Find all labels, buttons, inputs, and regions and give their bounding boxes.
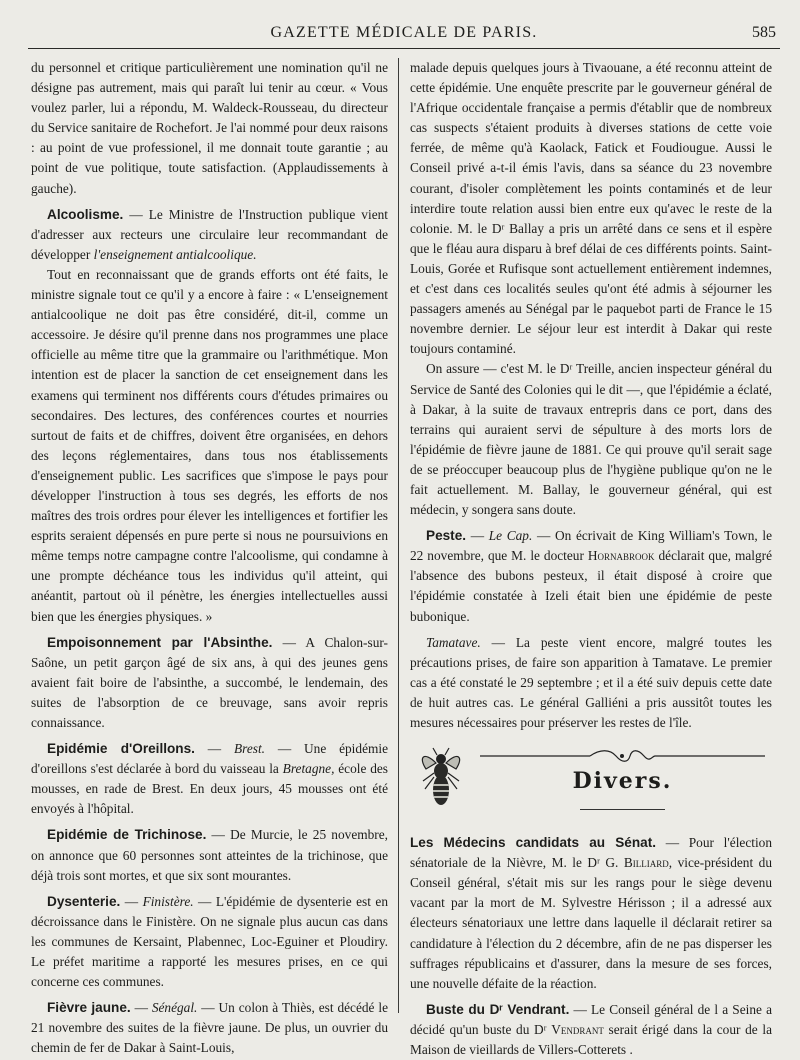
- fievre-heading: Fièvre jaune.: [47, 1000, 131, 1016]
- tamatave-paragraph: [410, 633, 772, 733]
- trichinose-heading: Epidémie de Trichinose.: [47, 827, 207, 843]
- oreillons-text-1: — Une épidémie d'oreillons s'est déclarée à bord du vaisseau la: [31, 741, 388, 777]
- senat-doctor: Billiard: [623, 855, 669, 871]
- fievre-paragraph: Fièvre jaune. — Sénégal. — Un colon à Thiès, est décédé le 21 novembre des suites de la fièvre jaune. De plus, un ouvrier du chemin de fer de Dakar à Saint-Louis,: [31, 1000, 389, 1056]
- senat-paragraph: [410, 833, 772, 994]
- senat-text-1: — Pour l'élection sénatoriale de la Nièvre, M. le Dʳ G.: [410, 835, 773, 871]
- buste-text-2: serait érigé dans la cour de la Maison de vieillards de Villers-Cotterets .: [410, 1021, 772, 1058]
- peste-paragraph: Peste. — Le Cap. — On écrivait de King William's Town, le 22 novembre, que M. le docteur Hornabrook déclarait que, malgré l'absence des bubons pesteux, il était disposé à croire que l'épidémie constatée à Izeli était bien une épidémie de peste bubonique.: [410, 528, 773, 624]
- tamatave-place: Tamatave.: [426, 634, 481, 650]
- alcoolisme-italic: l'enseignement antialcoolique.: [93, 246, 257, 262]
- alcoolisme-heading: Alcoolisme.: [47, 206, 124, 222]
- fievre-place: Sénégal.: [151, 1000, 198, 1016]
- tamatave-text: — La peste vient encore, malgré toutes les précautions prises, de faire son apparition à Tamatave. Le premier cas a été constaté le 29 septembre ; et il a été suiv depuis cette date de huit autres cas. Le général Galliéni a pris aussitôt toutes les mesures nécessaires pour préserver les restes de l'île.: [410, 634, 772, 730]
- oreillons-paragraph: Epidémie d'Oreillons. — Brest. — Une épidémie d'oreillons s'est déclarée à bord du vaisseau la Bretagne, école des mousses, en rade de Brest. En deux jours, 45 mousses ont été envoyés à l'hôpital.: [31, 741, 388, 817]
- alcoolisme-text: — Le Ministre de l'Instruction publique vient d'adresser aux recteurs une circulaire leur recommandant de développer: [31, 206, 388, 262]
- absinthe-heading: Empoisonnement par l'Absinthe.: [47, 634, 273, 650]
- absinthe-paragraph: [31, 633, 388, 733]
- buste-text-1: — Le Conseil général de l a Seine a décidé qu'un buste du Dʳ: [410, 1001, 773, 1037]
- page-header: [28, 20, 780, 49]
- oreillons-text-2: école des mousses, en rade de Brest. En deux jours, 45 mousses ont été envoyés à l'hôpital.: [31, 761, 388, 817]
- divers-section-header: [410, 743, 772, 827]
- divers-underline: [580, 809, 665, 810]
- senat-text-2: , vice-président du Conseil général, s'était mis sur les rangs pour le siège devenu vacant par la mort de M. Sylvestre Hérisson ; il a adressé aux électeurs sénatoriaux une lettre dans laquelle il déclarait retirer sa candidature à l'élection du 2 décembre, afin de ne pas disperser les suffrages républicains et d'assurer, dans la mesure de ses forces, une nouvelle défaite de la réaction.: [410, 855, 772, 991]
- absinthe-text: — A Chalon-sur-Saône, un petit garçon âgé de six ans, à qui des jeunes gens avaient fait boire de l'absinthe, a succombé, le lendemain, des suites de l'absorption de ce breuvage, sans avoir repris connaissance.: [31, 634, 388, 730]
- column-divider: [398, 58, 399, 1013]
- fievre-continuation: malade depuis quelques jours à Tivaouane, a été reconnu atteint de cette épidémie. Une enquête prescrite par le gouverneur général de l'Afrique occidentale française a permis d'établir que de nombreux cas suspects s'étaient produits à diverses stations de cette voie ferrée, de même qu'à Kaolack, Fatick et Foudiougue. Aussi le Conseil privé a-t-il émis l'avis, dans sa séance du 23 novembre courant, d'isoler complètement les points contaminés et de leur interdire toute relation aussi bien entre eux qu'avec le reste de la colonie. M. le Dʳ Ballay a pris un arrêté dans ce sens et il espère que le fléau aura disparu à bref délai de ces différents points. Saint-Louis, Gorée et Rufisque sont actuellement entièrement indemnes, et c'est dans ces localités seules qu'ont été admis à séjourner les passagers amenés au Sénégal par le paquebot parti de France le 15 novembre dernier. Le séjour leur est interdit à Dakar qui reste toujours contaminé.: [410, 60, 772, 357]
- trichinose-paragraph: [31, 825, 388, 885]
- page-number: 585: [752, 24, 776, 41]
- alcoolisme-paragraph: [31, 205, 388, 265]
- bee-icon: [418, 747, 464, 809]
- fievre-text: — Un colon à Thiès, est décédé le 21 novembre des suites de la fièvre jaune. De plus, un ouvrier du chemin de fer de Dakar à Saint-Louis,: [31, 1000, 389, 1056]
- senat-heading: Les Médecins candidats au Sénat.: [410, 835, 657, 851]
- intro-paragraph: du personnel et critique particulièrement une nomination qu'il ne désigne pas autrement, mais qui paraît lui tenir au cœur. « Vous voulez parler, lui a répondu, M. Waldeck-Rousseau, du directeur du Service sanitaire de Rochefort. Je l'ai nommé pour deux raisons : au point de vue professionel, il me donnait toute garantie ; au point de vue politique, toute satisfaction. (Applaudissements à gauche).: [31, 60, 388, 196]
- dysenterie-place: Finistère.: [142, 893, 194, 909]
- divers-title: Divers.: [572, 768, 673, 795]
- dysenterie-paragraph: Dysenterie. — Finistère. — L'épidémie de dysenterie est en décroissance dans le Finistère. On ne signale plus aucun cas dans les communes de Kersaint, Plabennec, Loc-Eguiner et Ploudiry. Le préfet maritime a rapporté les mesures prises, en ce qui concerne ces communes.: [31, 893, 388, 990]
- peste-doctor: Hornabrook: [587, 548, 655, 564]
- peste-text-1: — On écrivait de King William's Town, le 22 novembre, que M. le docteur: [410, 528, 773, 564]
- ornament-rule: [480, 749, 765, 763]
- assure-paragraph: On assure — c'est M. le Dʳ Treille, ancien inspecteur général du Service de Santé des Colonies qui le dit —, que l'épidémie a éclaté, à Dakar, à la suite de travaux entrepris dans ce port, dans des terrains qui auraient servi de sépulture à des morts lors de l'épidémie de fièvre jaune de 1881. Ce qui prouve qu'il serait sage de se préoccuper beaucoup plus de l'hygiène publique qu'on ne le fait actuellement. M. Ballay, le gouverneur général, qui est médecin, y songera sans doute.: [410, 361, 772, 518]
- oreillons-ship: Bretagne,: [282, 761, 335, 777]
- dysenterie-heading: Dysenterie.: [47, 893, 121, 909]
- buste-doctor: Vendrant: [551, 1021, 604, 1037]
- journal-title: GAZETTE MÉDICALE DE PARIS.: [270, 24, 538, 41]
- buste-paragraph: [410, 1000, 772, 1060]
- peste-place: Le Cap.: [488, 528, 533, 544]
- trichinose-text: — De Murcie, le 25 novembre, on annonce que 60 personnes sont atteintes de la trichinose, que déjà trois sont mortes, et que six sont mourantes.: [31, 827, 389, 883]
- peste-text-2: déclarait que, malgré l'absence des bubons pesteux, il était disposé à croire que l'épidémie constatée à Izeli était bien une épidémie de peste bubonique.: [410, 548, 772, 624]
- left-column: [31, 58, 389, 1056]
- dysenterie-text: — L'épidémie de dysenterie est en décroissance dans le Finistère. On ne signale plus aucun cas dans les communes de Kersaint, Plabennec, Loc-Eguiner et Ploudiry. Le préfet maritime a rapporté les mesures prises, en ce qui concerne ces communes.: [31, 893, 388, 990]
- oreillons-place: Brest.: [233, 741, 265, 757]
- right-column: [410, 58, 773, 1058]
- alcoolisme-body: Tout en reconnaissant que de grands efforts ont été faits, le ministre signale tout ce qu'il y a encore à faire : « L'enseignement antialcoolique ne doit pas être considéré, dit-il, comme un accessoire. Je désire qu'il prenne dans nos programmes une place officielle au même titre que la grammaire ou l'arithmétique. Mon intention est de placer la sanction de cet enseignement dans les examens qui terminent nos différents cours d'études primaires ou secondaires. Des lectures, des conférences courtes et nourries surtout de faits et de chiffres, doivent être organisées, en dehors des leçons réglementaires, dans tous nos établissements d'enseignement public. Les sacrifices que s'impose le pays pour développer l'instruction à tous ses degrés, les efforts de nos maîtres des trois ordres pour élever les intelligences et fortifier les esprits seraient dépensés en pure perte si nous ne poursuivions en même temps notre campagne contre l'alcoolisme, qui condamne à une prompte déchéance tous les individus qu'il atteint, qui anéantit, partout où il pénètre, les énergies intellectuelles aussi bien que les énergies physiques. »: [31, 266, 388, 624]
- buste-heading: Buste du Dʳ Vendrant.: [426, 1001, 570, 1017]
- peste-heading: Peste.: [426, 528, 467, 544]
- oreillons-heading: Epidémie d'Oreillons.: [47, 741, 195, 757]
